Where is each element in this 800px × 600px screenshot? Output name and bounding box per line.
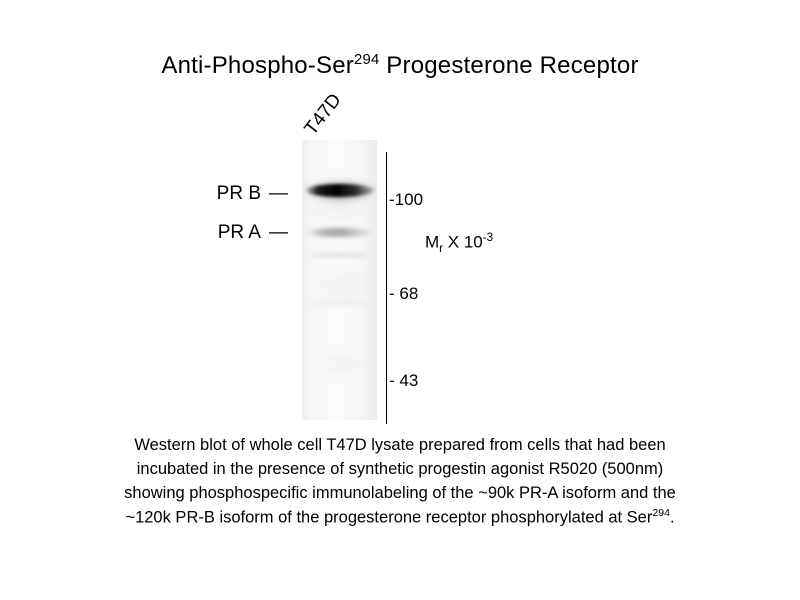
- axis-title-mr: [425, 232, 493, 255]
- axis-title-sup: -3: [482, 232, 494, 244]
- caption-line-4-sup: 294: [652, 506, 670, 519]
- label-pr-b: [192, 183, 288, 205]
- caption-line-3: showing phosphospecific immunolabeling of the ~90k PR-A isoform and the: [124, 483, 676, 502]
- marker-43: - 43: [389, 371, 419, 390]
- label-pr-a-dash: —: [269, 222, 288, 243]
- title-prefix: Anti-Phospho-Ser: [161, 52, 354, 79]
- lane-sample-label: T47D: [300, 89, 346, 140]
- title-superscript: 294: [354, 52, 380, 68]
- band-faint-lower: [312, 300, 366, 305]
- band-pr-a: [308, 228, 372, 237]
- caption-line-4: [18, 506, 782, 530]
- label-pr-b-dash: —: [269, 183, 288, 204]
- caption-line-4-post: .: [669, 508, 675, 527]
- marker-100: -100: [389, 190, 424, 209]
- figure-caption: [18, 434, 782, 530]
- figure-title: [0, 52, 800, 80]
- caption-line-2: incubated in the presence of synthetic progestin agonist R5020 (500nm): [136, 459, 664, 478]
- marker-68: - 68: [389, 284, 419, 303]
- label-pr-a: [192, 222, 288, 244]
- band-pr-b: [306, 184, 374, 197]
- molecular-weight-axis: [386, 152, 387, 424]
- label-pr-b-text: PR B: [216, 183, 261, 204]
- title-suffix: Progesterone Receptor: [379, 52, 639, 79]
- axis-title-prefix: M: [425, 232, 440, 252]
- caption-line-1: Western blot of whole cell T47D lysate prepared from cells that had been: [134, 436, 666, 454]
- band-faint-upper: [310, 252, 368, 258]
- axis-title-mid: X 10: [443, 232, 483, 252]
- axis-title-sub: r: [439, 243, 444, 256]
- caption-line-4-pre: ~120k PR-B isoform of the progesterone receptor phosphorylated at Ser: [125, 508, 653, 527]
- label-pr-a-text: PR A: [217, 222, 261, 243]
